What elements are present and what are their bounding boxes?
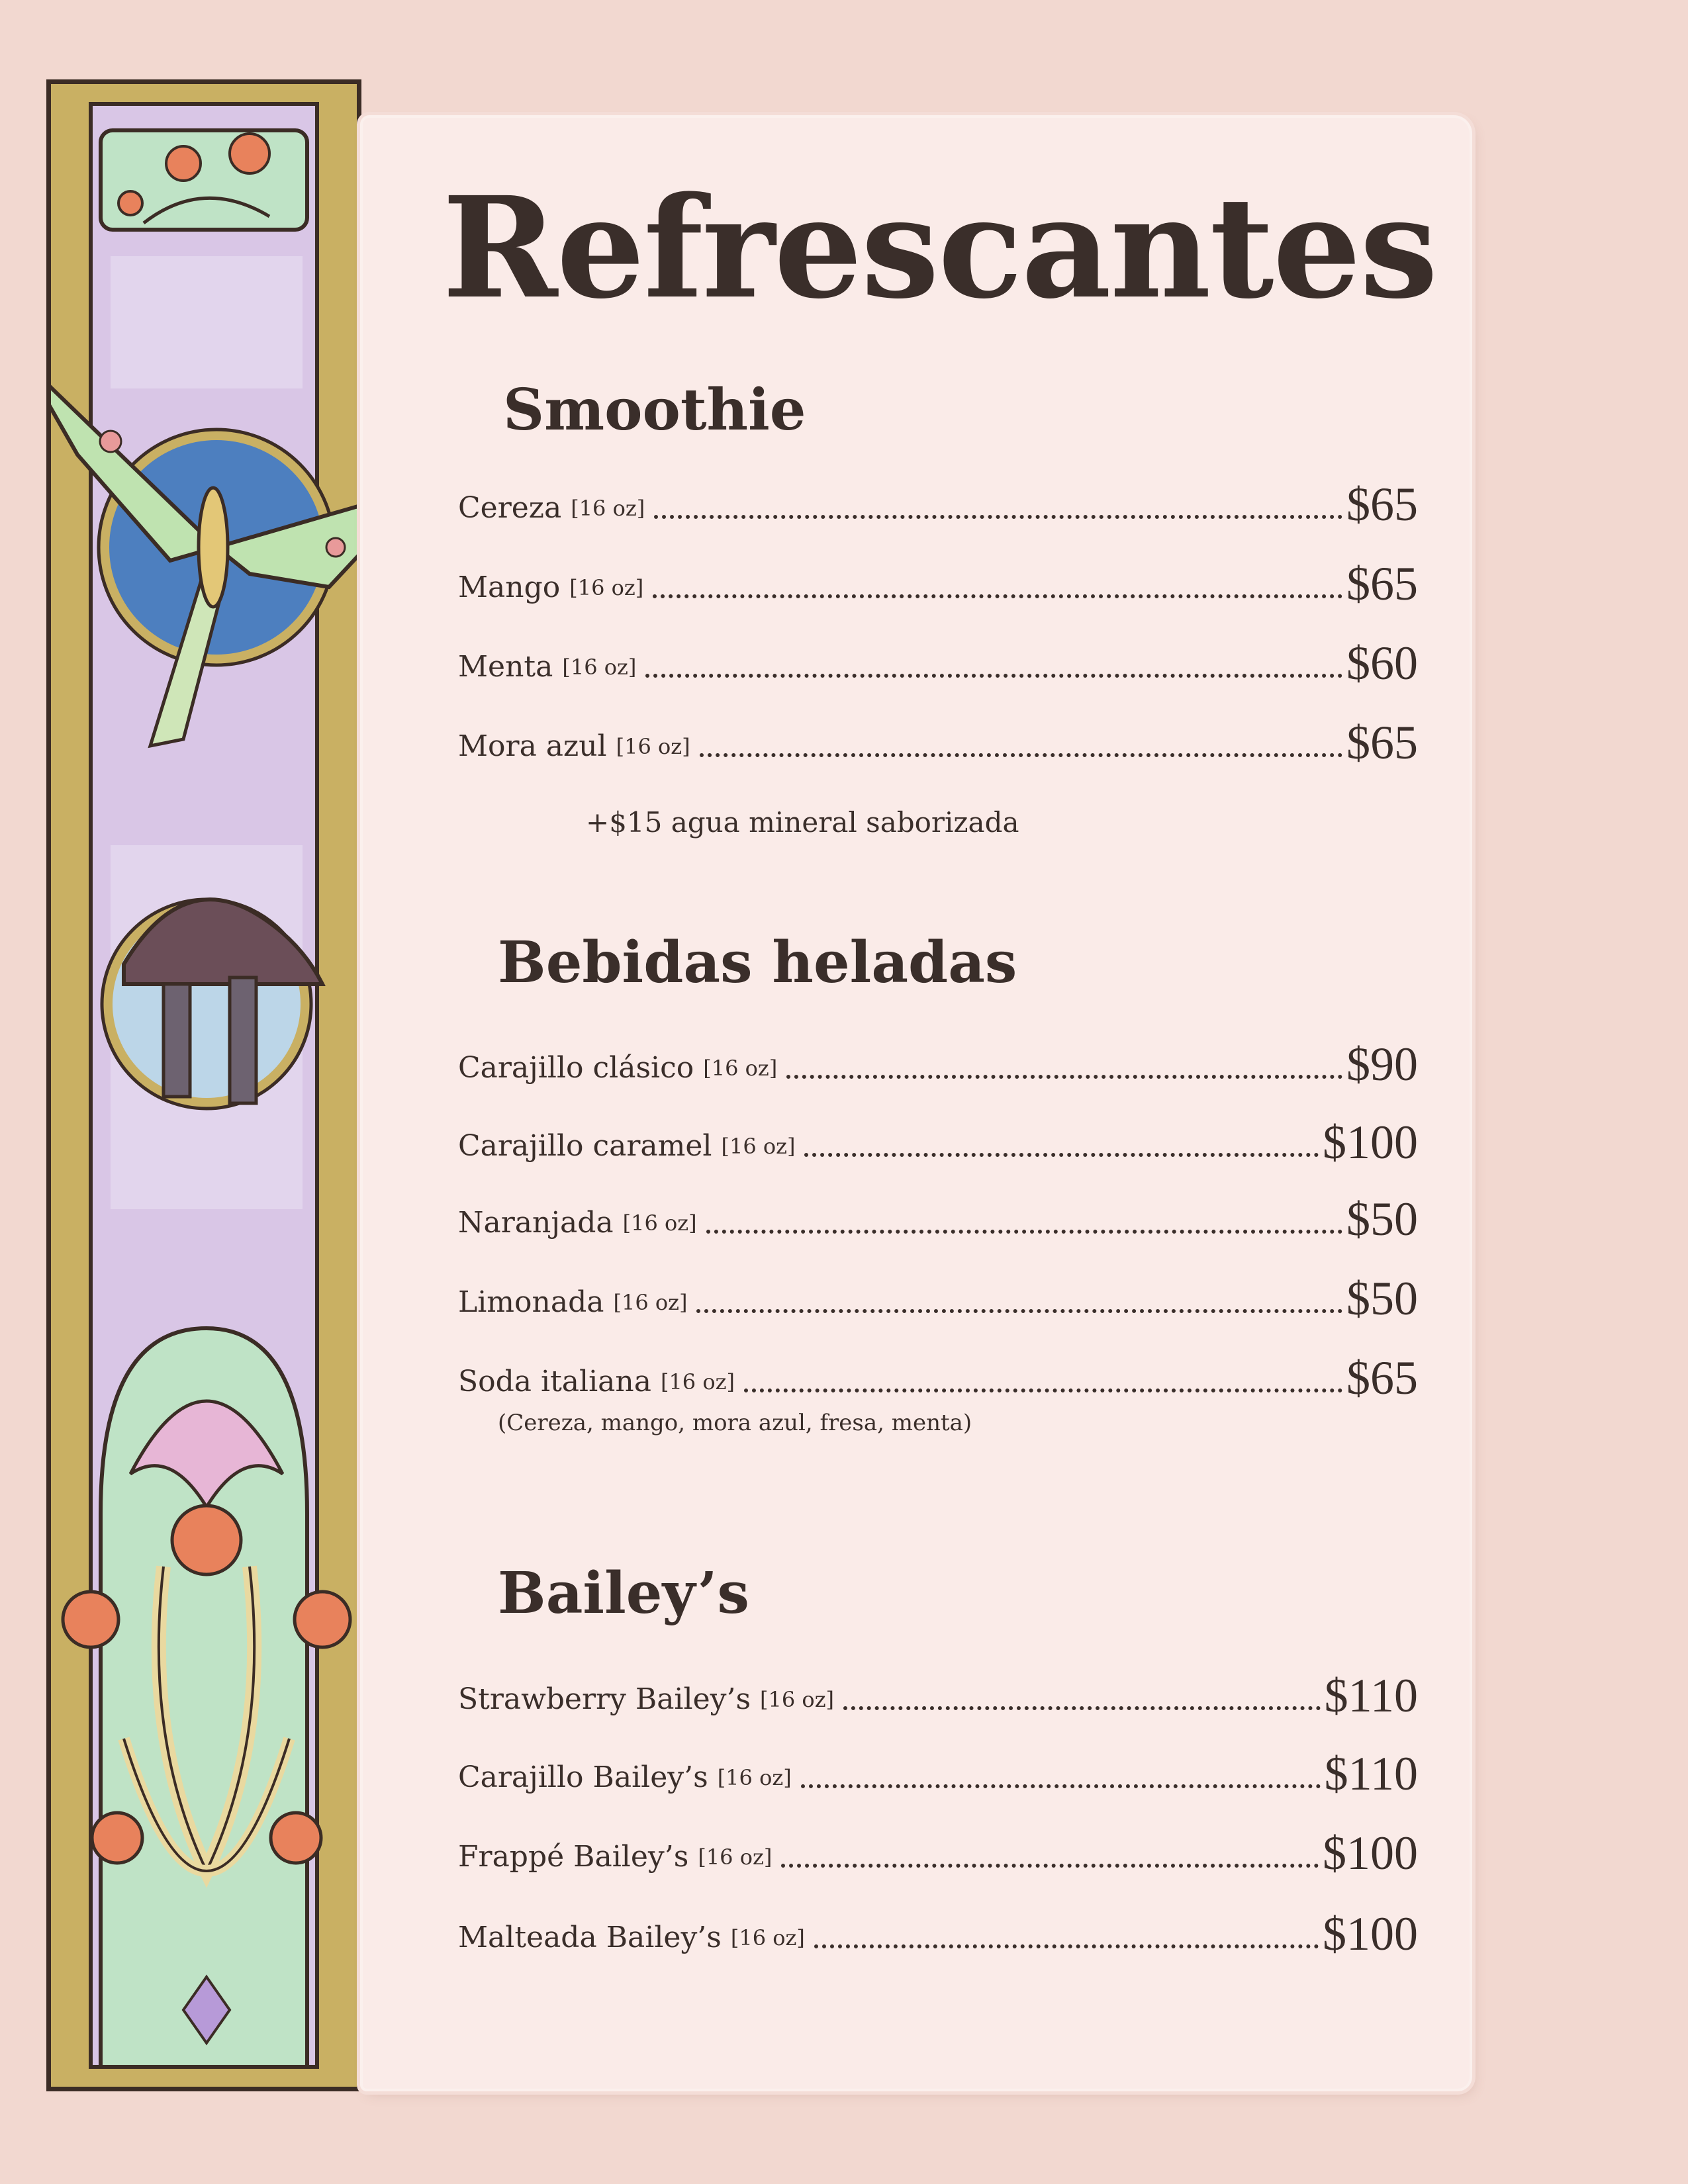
item-price: $90 — [1346, 1038, 1418, 1091]
item-name: Malteada Bailey’s — [458, 1921, 722, 1954]
item-size: [16 oz] — [703, 1056, 778, 1081]
item-name: Mora azul — [458, 729, 607, 763]
dot-leader — [781, 1864, 1319, 1868]
soda-flavors-note: (Cereza, mango, mora azul, fresa, menta) — [498, 1410, 972, 1436]
menu-item — [458, 1116, 1418, 1169]
menu-item — [458, 1669, 1418, 1722]
menu-item — [458, 478, 1418, 531]
dot-leader — [814, 1944, 1319, 1948]
item-size: [16 oz] — [562, 655, 637, 680]
item-size: [16 oz] — [622, 1210, 697, 1236]
section-title-baileys: Bailey’s — [498, 1560, 749, 1627]
menu-item — [458, 557, 1418, 610]
item-name: Menta — [458, 650, 553, 684]
dot-leader — [706, 1230, 1342, 1234]
item-name: Limonada — [458, 1285, 604, 1319]
item-size: [16 oz] — [569, 575, 644, 600]
art-nouveau-border — [51, 84, 357, 2087]
item-price: $100 — [1323, 1827, 1418, 1880]
menu-item — [458, 637, 1418, 690]
item-size: [16 oz] — [717, 1765, 792, 1790]
ornamental-side-panel — [46, 79, 361, 2091]
item-price: $60 — [1346, 637, 1418, 690]
dot-leader — [700, 753, 1342, 757]
dot-leader — [744, 1388, 1342, 1392]
dot-leader — [653, 594, 1342, 598]
menu-item — [458, 1272, 1418, 1325]
menu-item — [458, 1351, 1418, 1404]
item-name: Cereza — [458, 491, 562, 525]
item-size: [16 oz] — [613, 1290, 688, 1315]
item-size: [16 oz] — [721, 1134, 796, 1159]
dot-leader — [654, 515, 1342, 519]
item-price: $65 — [1346, 1351, 1418, 1404]
item-size: [16 oz] — [616, 734, 690, 759]
item-size: [16 oz] — [760, 1687, 835, 1712]
item-price: $110 — [1324, 1747, 1418, 1800]
section-title-smoothie: Smoothie — [503, 377, 806, 443]
item-name: Strawberry Bailey’s — [458, 1682, 751, 1716]
item-price: $100 — [1323, 1116, 1418, 1169]
floral-lower-panel-icon — [101, 1328, 307, 2067]
item-price: $65 — [1346, 716, 1418, 769]
item-price: $65 — [1346, 557, 1418, 610]
menu-item — [458, 1193, 1418, 1246]
item-name: Carajillo clásico — [458, 1051, 694, 1085]
item-size: [16 oz] — [730, 1925, 805, 1950]
menu-item — [458, 1038, 1418, 1091]
menu-item — [458, 1827, 1418, 1880]
menu-item — [458, 1907, 1418, 1960]
item-name: Frappé Bailey’s — [458, 1840, 689, 1874]
item-name: Mango — [458, 570, 561, 604]
dot-leader — [645, 674, 1342, 678]
page-title: Refrescantes — [442, 166, 1437, 330]
smoothie-note: +$15 agua mineral saborizada — [586, 806, 1019, 839]
item-size: [16 oz] — [660, 1369, 735, 1394]
item-price: $110 — [1324, 1669, 1418, 1722]
item-price: $50 — [1346, 1272, 1418, 1325]
item-name: Naranjada — [458, 1206, 614, 1240]
item-size: [16 oz] — [571, 496, 645, 521]
dot-leader — [696, 1309, 1342, 1313]
dot-leader — [843, 1706, 1321, 1710]
item-price: $50 — [1346, 1193, 1418, 1246]
top-flower-vignette-icon — [101, 130, 307, 230]
item-name: Carajillo Bailey’s — [458, 1760, 708, 1794]
item-name: Carajillo caramel — [458, 1129, 712, 1163]
section-title-bebidas-heladas: Bebidas heladas — [498, 929, 1017, 996]
dot-leader — [801, 1784, 1321, 1788]
item-name: Soda italiana — [458, 1365, 651, 1398]
item-price: $100 — [1323, 1907, 1418, 1960]
item-price: $65 — [1346, 478, 1418, 531]
menu-item — [458, 716, 1418, 769]
dot-leader — [786, 1075, 1342, 1079]
item-size: [16 oz] — [698, 1844, 773, 1870]
menu-item — [458, 1747, 1418, 1800]
dot-leader — [804, 1153, 1319, 1157]
